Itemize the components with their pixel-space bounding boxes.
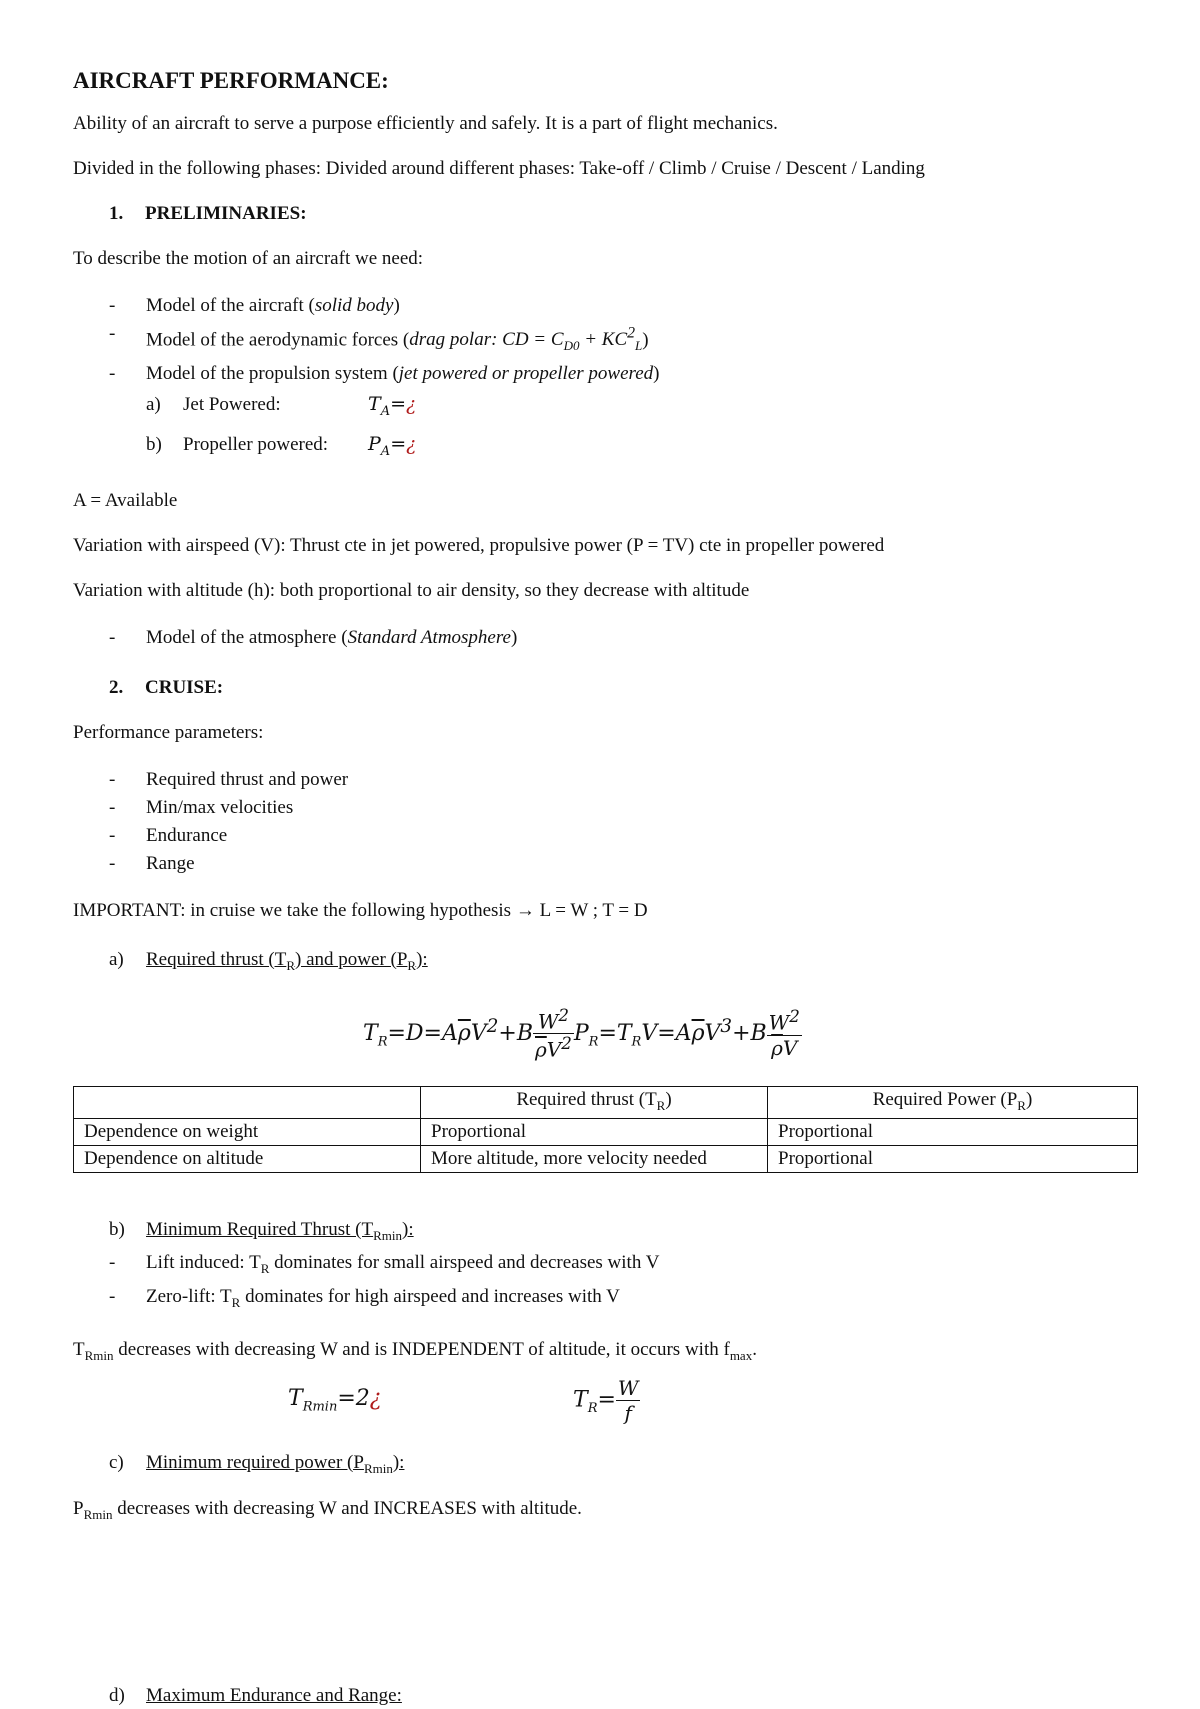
propeller-powered-row [73,428,1133,468]
dash-bullet: - [109,626,116,648]
subheading-min-power [73,1450,1133,1482]
tr-formula: $T_R=$ $\frac{W}{f}$ [573,1375,639,1425]
drag-sup-2: 2 [627,325,636,342]
header-sub: R [1017,1097,1026,1113]
model-list [73,292,1133,388]
section-title: PRELIMINARIES: [145,203,307,224]
subheading-required-thrust [73,944,1133,982]
section-number: 1. [109,203,124,224]
note-part: decreases with decreasing W and INCREASES with altitude. [112,1498,582,1520]
subheading-min-thrust [73,1217,1133,1249]
dependence-table [73,1086,1138,1174]
eq-var: P [368,432,381,455]
intro-paragraph-1: Ability of an aircraft to serve a purpose efficiently and safely. It is a part of flight mechanics. [73,113,778,134]
jet-powered-row [73,388,1133,428]
trmin-formula: $T_{Rmin}=2¿$ [288,1385,382,1414]
table-cell: More altitude, more velocity needed [421,1146,768,1173]
eq-placeholder: ¿ [406,393,417,416]
thrust-available-eq [368,393,417,419]
drag-polar-formula [409,325,643,354]
list-item [73,292,1133,320]
note-sub: Rmin [83,1507,113,1523]
section-number: 2. [109,676,124,698]
subheading-title [146,948,428,973]
item-text: Required thrust and power [146,768,349,790]
jet-powered-label: Jet Powered: [183,394,281,416]
list-item [73,1249,1133,1283]
header-text: Required Power (P [872,1088,1018,1110]
propeller-powered-label: Propeller powered: [183,433,329,455]
intro-paragraph-2: Divided in the following phases: Divided around different phases: Take-off / Climb / Cruise / Descent / Landing [73,158,925,179]
header-sub: R [656,1097,666,1113]
item-sub: R [231,1294,241,1310]
table-cell: Proportional [768,1146,1138,1173]
hypothesis-equations: L = W ; T = D [539,899,648,921]
section-heading-preliminaries [73,202,1133,226]
note-part: P [73,1498,84,1520]
min-thrust-note [73,1338,1133,1368]
dash-bullet: - [109,1285,116,1307]
title-part: Required thrust (T [146,948,287,970]
header-close: ) [1025,1088,1033,1110]
item-text-end: ) [653,363,660,385]
title-part: ) and power (P [295,948,408,970]
eq-sub: A [380,403,391,419]
available-definition: A = Available [73,489,178,511]
list-item [73,1283,1133,1317]
eq-placeholder: ¿ [406,432,417,455]
drag-sub-l: L [635,338,643,354]
table-cell: Proportional [768,1119,1138,1146]
dash-bullet: - [109,1252,116,1274]
right-arrow-icon: → [515,899,535,921]
document-page [73,68,1133,1709]
subheading-title [146,1451,405,1476]
performance-parameters-list [73,766,1133,878]
list-item [73,320,1133,360]
note-part: decreases with decreasing W and is INDEPENDENT of altitude, it occurs with f [113,1338,730,1360]
eq-var: T [368,393,381,416]
title-sub: Rmin [373,1228,403,1244]
item-text-end: ) [511,626,518,648]
note-part: . [752,1338,757,1360]
sub-label-c: c) [109,1451,124,1473]
item-text-end: ) [642,329,649,351]
dash-bullet: - [109,363,116,385]
dash-bullet: - [109,824,116,846]
title-sub: R [407,957,417,973]
drag-sub-d0: D0 [563,338,580,354]
min-thrust-formulas [73,1376,1133,1438]
dash-bullet: - [109,768,116,790]
required-thrust-power-equation [73,992,1133,1068]
item-emphasis: solid body [314,295,394,316]
table-cell: Dependence on altitude [74,1146,421,1173]
drag-kc: + KC [579,329,628,351]
table-cell: Proportional [421,1119,768,1146]
preliminaries-lead: To describe the motion of an aircraft we need: [73,248,424,269]
important-text: IMPORTANT: in cruise we take the following hypothesis [73,899,512,921]
title-part: Minimum Required Thrust (T [146,1219,374,1241]
title-part: ): [416,948,428,970]
item-text: Model of the aerodynamic forces ( [146,329,410,351]
dash-bullet: - [109,852,116,874]
item-text: Lift induced: T [146,1252,261,1274]
min-power-note [73,1497,1133,1527]
dash-bullet: - [109,796,116,818]
table-header-cell [74,1086,421,1119]
dash-bullet: - [109,295,116,316]
power-available-eq [368,432,417,459]
item-text: Model of the propulsion system ( [146,363,399,385]
eq-sub: A [380,443,391,459]
header-close: ) [665,1088,672,1110]
atmosphere-list [73,624,1133,652]
item-text: Endurance [146,824,228,846]
page-title: AIRCRAFT PERFORMANCE: [73,68,389,93]
drag-polar-text: drag polar: CD = C [409,329,564,351]
section-heading-cruise [73,676,1133,700]
item-text: Model of the aircraft ( [146,295,315,316]
table-cell: Dependence on weight [74,1119,421,1146]
blank-space [73,1548,1133,1683]
item-text: Model of the atmosphere ( [146,626,348,648]
subheading-endurance-range [73,1683,1133,1709]
table-header-cell [421,1086,768,1119]
cruise-lead: Performance parameters: [73,721,264,743]
list-item [73,822,1133,850]
item-text: Zero-lift: T [146,1285,232,1307]
sub-label-b: b) [146,433,162,455]
note-sub: Rmin [84,1347,114,1363]
sub-label-a: a) [109,948,124,970]
list-item [73,794,1133,822]
table-row [74,1119,1138,1146]
sub-label-a: a) [146,394,161,416]
title-sub: Rmin [363,1460,393,1476]
item-text-end: dominates for high airspeed and increases with V [240,1285,620,1307]
item-emphasis: jet powered or propeller powered [398,363,654,385]
section-title: CRUISE: [145,676,224,698]
subheading-title: Maximum Endurance and Range: [146,1685,402,1707]
note-part: T [73,1338,85,1360]
title-part: ): [402,1219,414,1241]
table-header-cell [768,1086,1138,1119]
item-text-end: dominates for small airspeed and decreases with V [269,1252,660,1274]
equation-line: $T_R=D=A\overline{\rho}V^2+B$ $\frac{W^2}{\overline{\rho}V^2}$ $P_R=T_RV=A\overline{\rho}V^3+B$ $\frac{W^2}{\overline{\rho}V}$ [363,1005,800,1062]
table-row [74,1146,1138,1173]
sub-label-b: b) [109,1219,125,1241]
eq-sym: = [390,393,406,416]
subheading-title [146,1219,414,1244]
sub-label-d: d) [109,1685,125,1707]
min-thrust-list [73,1249,1133,1317]
title-part: Minimum required power (P [146,1451,364,1473]
list-item [73,766,1133,794]
item-emphasis: Standard Atmosphere [347,626,511,648]
list-item [73,360,1133,388]
note-sub: max [729,1347,753,1363]
item-sub: R [260,1260,270,1276]
dash-bullet: - [109,323,116,344]
variation-airspeed: Variation with airspeed (V): Thrust cte in jet powered, propulsive power (P = TV) cte in propeller powered [73,534,885,556]
list-item [73,850,1133,878]
header-text: Required thrust (T [516,1088,657,1110]
variation-altitude: Variation with altitude (h): both proportional to air density, so they decrease with altitude [73,579,750,601]
item-text-end: ) [393,295,400,316]
title-part: ): [392,1451,405,1473]
item-text: Min/max velocities [146,796,294,818]
item-text: Range [146,852,195,874]
list-item [73,624,1133,652]
eq-placeholder: ¿ [369,1385,382,1411]
eq-sym: = [390,432,407,455]
table-header-row [74,1086,1138,1119]
title-sub: R [286,957,296,973]
important-hypothesis [73,899,1133,923]
